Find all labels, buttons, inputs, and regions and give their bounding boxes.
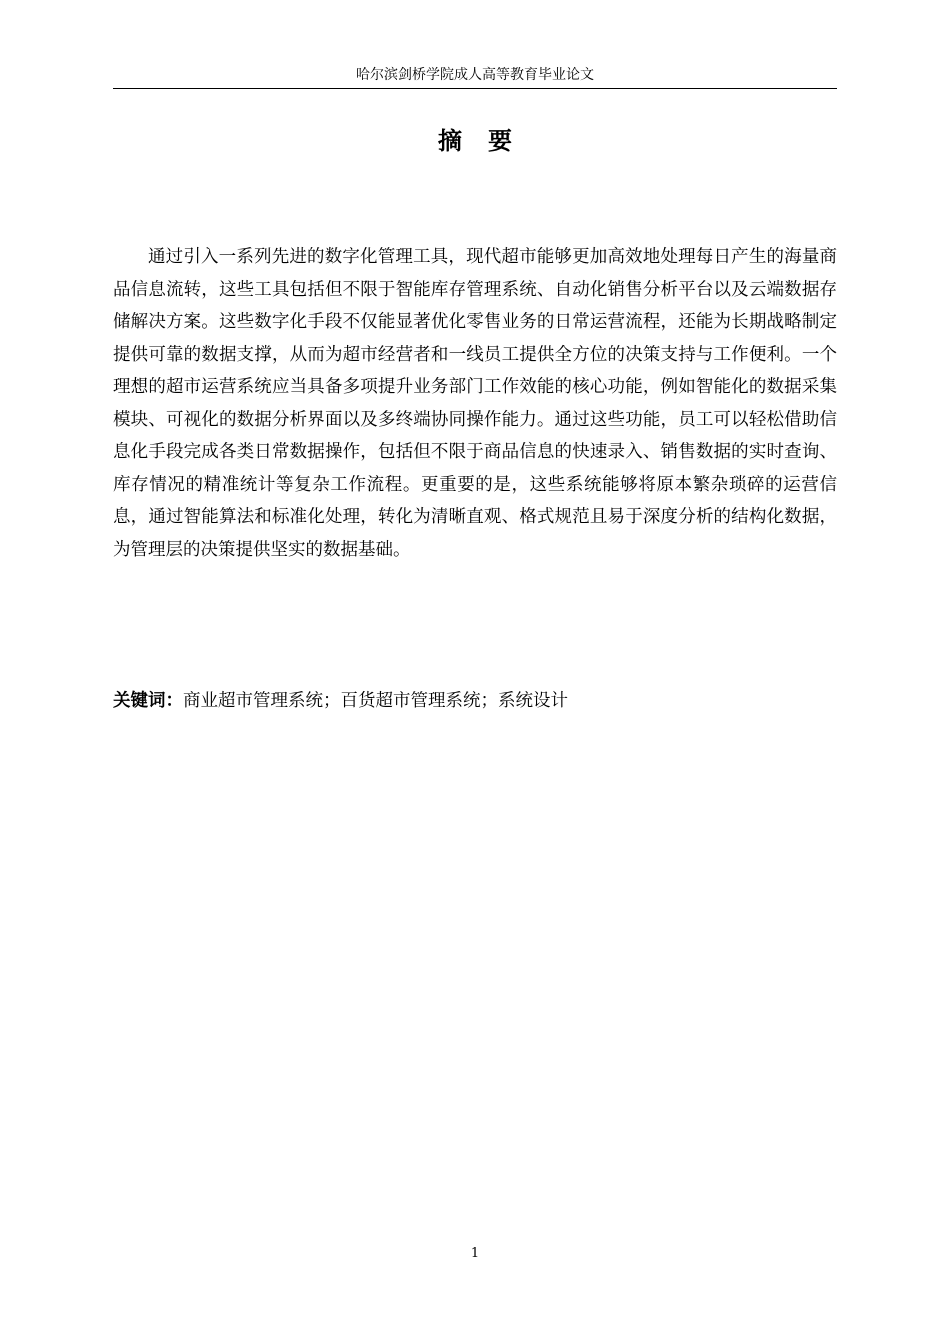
abstract-body: 通过引入一系列先进的数字化管理工具，现代超市能够更加高效地处理每日产生的海量商品信息流转，这些工具包括但不限于智能库存管理系统、自动化销售分析平台以及云端数据存储解决方案。这些数字化手段不仅能显著优化零售业务的日常运营流程，还能为长期战略制定提供可靠的数据支撑，从而为超市经营者和一线员工提供全方位的决策支持与工作便利。一个理想的超市运营系统应当具备多项提升业务部门工作效能的核心功能，例如智能化的数据采集模块、可视化的数据分析界面以及多终端协同操作能力。通过这些功能，员工可以轻松借助信息化手段完成各类日常数据操作，包括但不限于商品信息的快速录入、销售数据的实时查询、库存情况的精准统计等复杂工作流程。更重要的是，这些系统能够将原本繁杂琐碎的运营信息，通过智能算法和标准化处理，转化为清晰直观、格式规范且易于深度分析的结构化数据，为管理层的决策提供坚实的数据基础。: [113, 247, 837, 560]
running-header: 哈尔滨剑桥学院成人高等教育毕业论文: [356, 67, 594, 83]
keywords-text: 商业超市管理系统；百货超市管理系统；系统设计: [183, 691, 568, 711]
keywords-label: 关键词：: [113, 691, 183, 711]
page-number: 1: [470, 1246, 480, 1261]
abstract-title: 摘要: [438, 127, 538, 155]
header-rule: [113, 88, 837, 89]
keywords-line: [113, 686, 837, 716]
